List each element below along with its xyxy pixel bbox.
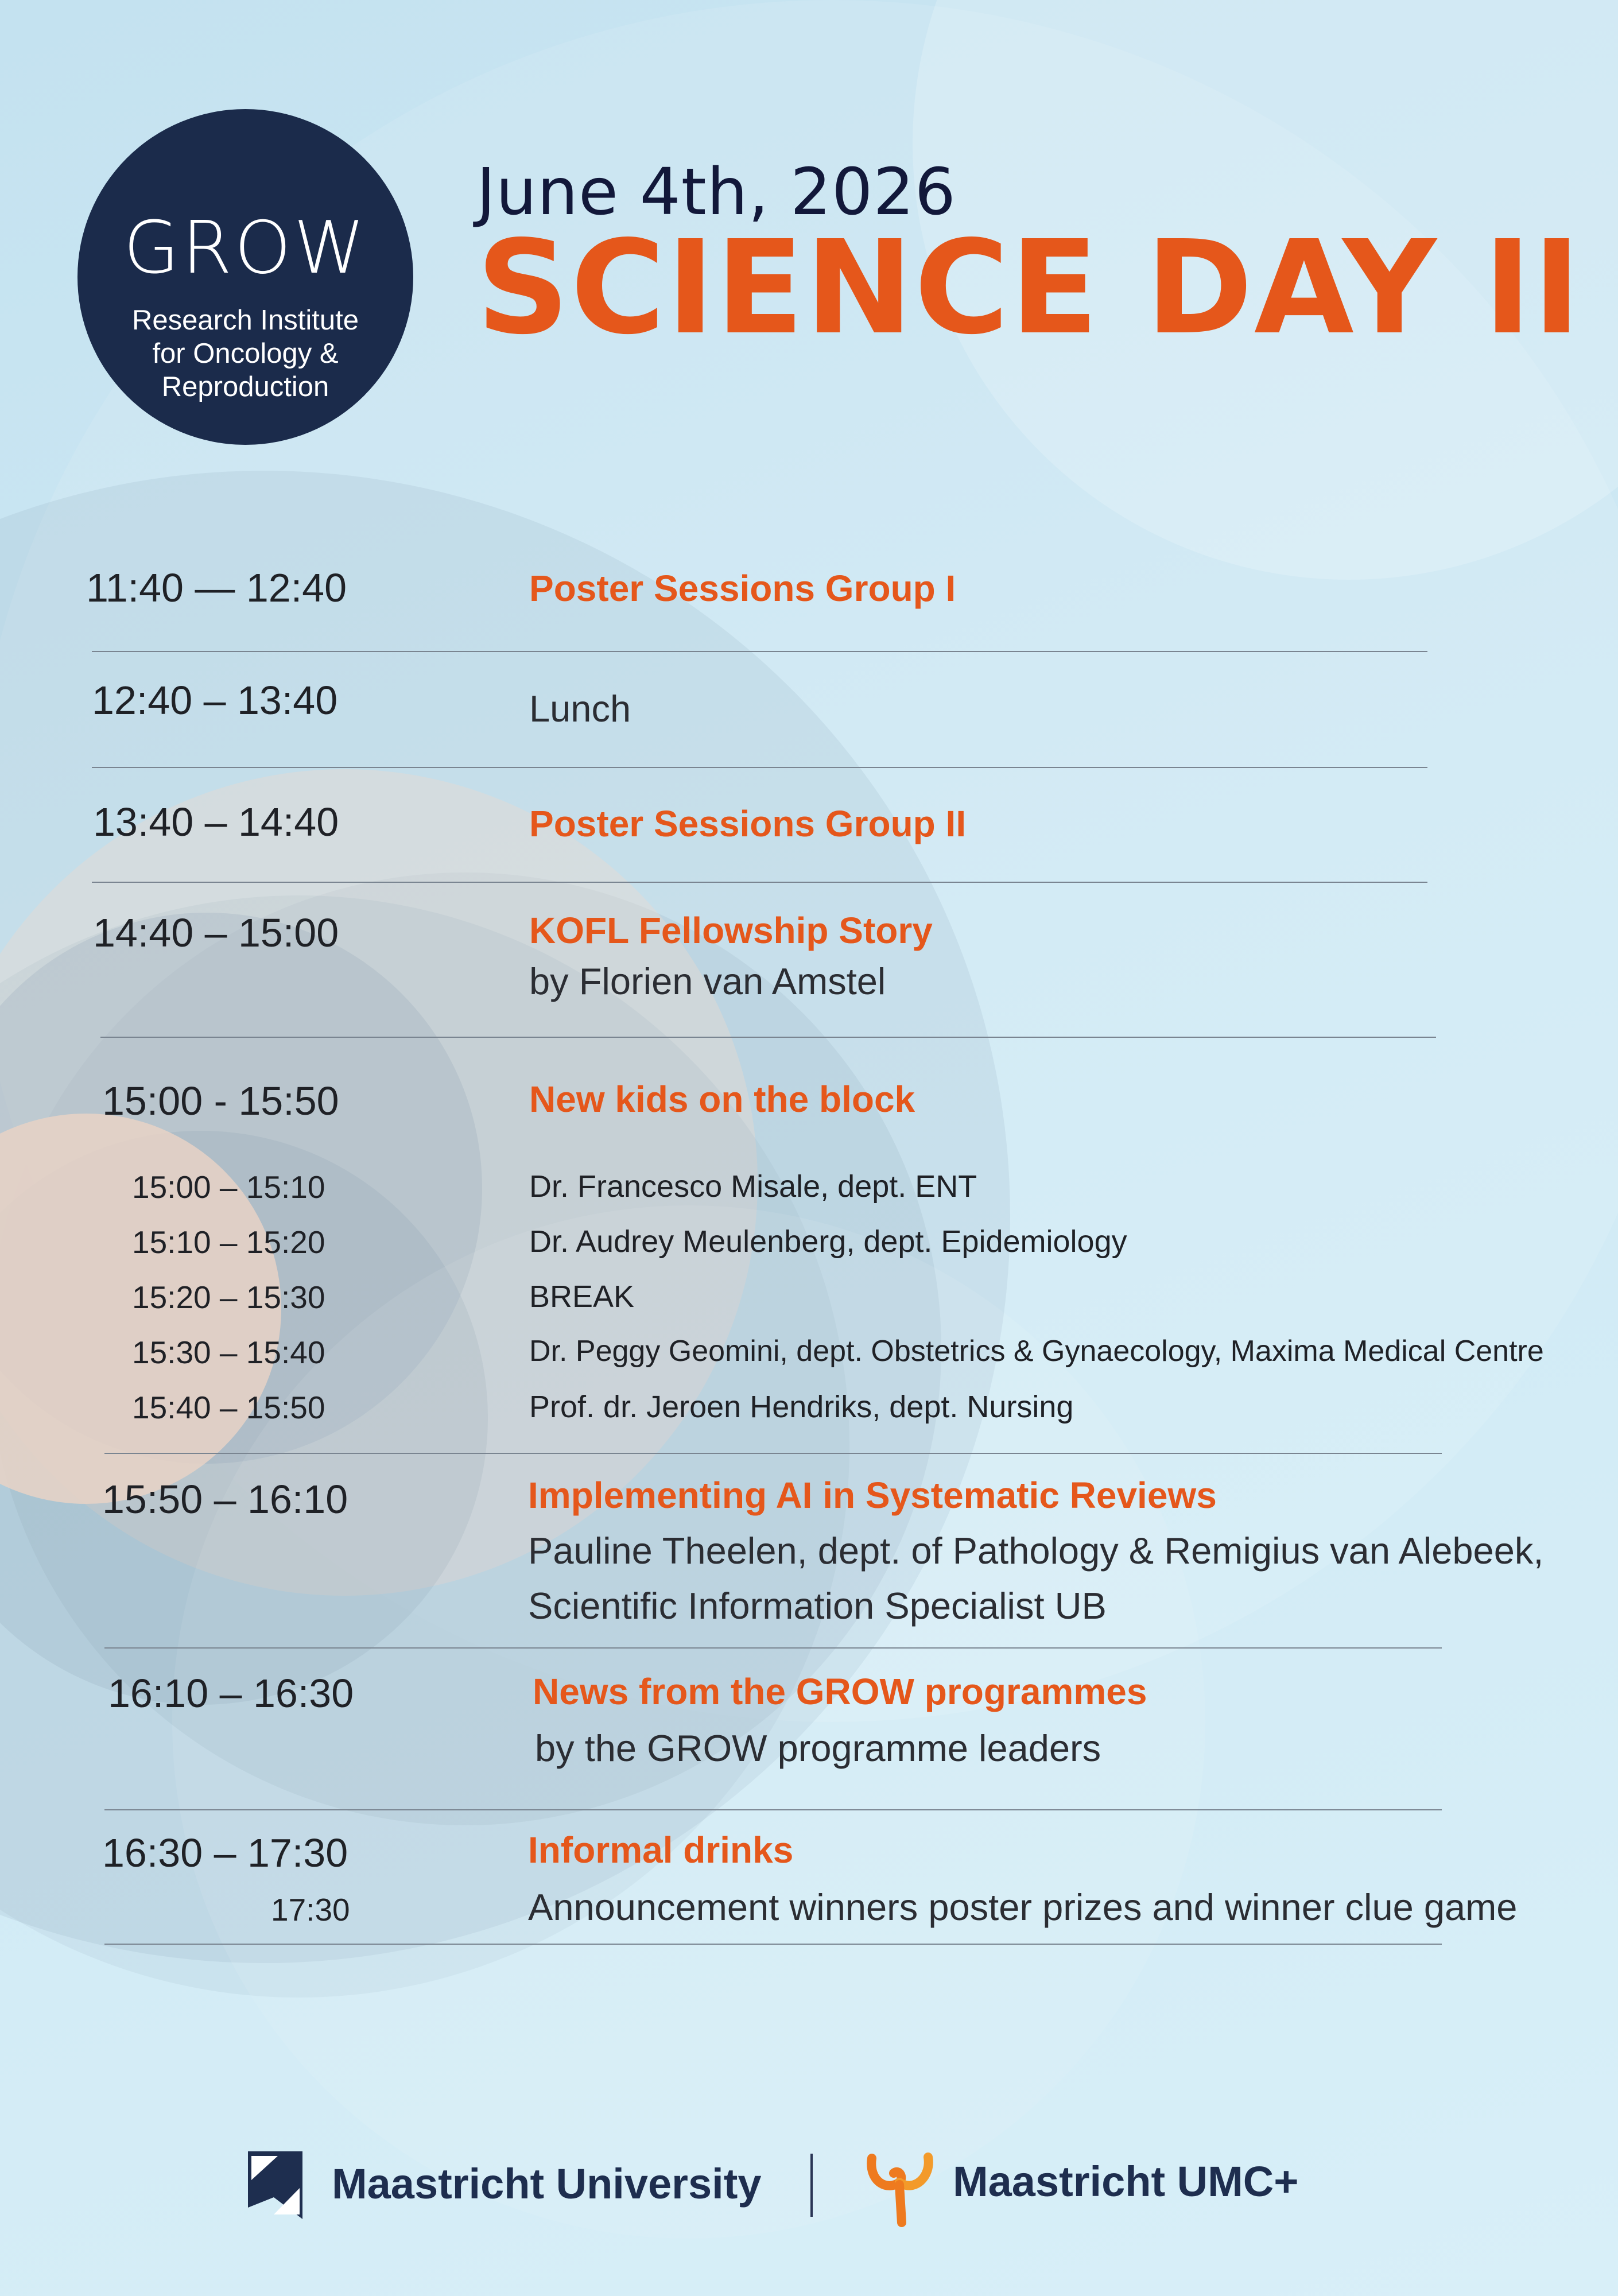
session-6-desc-line-1: Pauline Theelen, dept. of Pathology & Remigius van Alebeek,: [528, 1530, 1544, 1572]
session-8-subtime: 17:30: [271, 1892, 350, 1927]
maastricht-university-logo: [248, 2151, 305, 2219]
session-8-time: 16:30 – 17:30: [102, 1830, 348, 1875]
session-1-title: Poster Sessions Group I: [529, 568, 956, 609]
divider: [100, 1037, 1436, 1038]
session-2-time: 12:40 – 13:40: [92, 678, 338, 723]
event-date: June 4th, 2026: [476, 155, 956, 230]
session-3-title: Poster Sessions Group II: [529, 803, 967, 844]
talk-1-desc: Dr. Francesco Misale, dept. ENT: [529, 1169, 977, 1204]
talk-4-time: 15:30 – 15:40: [132, 1335, 325, 1370]
footer-divider: [810, 2154, 813, 2217]
talk-3-time: 15:20 – 15:30: [132, 1279, 325, 1315]
talk-2-time: 15:10 – 15:20: [132, 1224, 325, 1260]
logo-line-2: for Oncology &: [152, 338, 339, 369]
talk-4-desc: Dr. Peggy Geomini, dept. Obstetrics & Gynaecology, Maxima Medical Centre: [529, 1335, 1544, 1368]
session-1-time: 11:40 — 12:40: [86, 565, 347, 610]
session-6-desc-line-2: Scientific Information Specialist UB: [528, 1585, 1107, 1627]
session-8-title: Informal drinks: [528, 1829, 794, 1871]
session-8-desc: Announcement winners poster prizes and winner clue game: [528, 1886, 1518, 1928]
talk-3-desc: BREAK: [529, 1279, 635, 1314]
divider: [104, 1809, 1442, 1810]
session-5-time: 15:00 - 15:50: [102, 1079, 339, 1123]
session-4-desc: by Florien van Amstel: [529, 960, 886, 1002]
divider: [104, 1647, 1442, 1649]
session-7-desc: by the GROW programme leaders: [535, 1727, 1101, 1769]
divider: [92, 882, 1427, 883]
logo-line-1: Research Institute: [132, 305, 359, 336]
divider: [92, 651, 1427, 652]
session-4-title: KOFL Fellowship Story: [529, 910, 933, 951]
divider: [104, 1453, 1442, 1454]
session-4-time: 14:40 – 15:00: [93, 910, 339, 955]
session-6-title: Implementing AI in Systematic Reviews: [528, 1475, 1217, 1516]
session-2-desc: Lunch: [529, 688, 631, 730]
maastricht-umc-name: Maastricht UMC+: [953, 2158, 1299, 2205]
session-3-time: 13:40 – 14:40: [93, 800, 339, 844]
divider: [92, 767, 1427, 768]
session-6-time: 15:50 – 16:10: [102, 1477, 348, 1522]
talk-2-desc: Dr. Audrey Meulenberg, dept. Epidemiology: [529, 1224, 1127, 1259]
event-title: SCIENCE DAY II: [476, 213, 1582, 363]
divider: [104, 1944, 1442, 1945]
talk-5-time: 15:40 – 15:50: [132, 1390, 325, 1425]
session-5-title: New kids on the block: [529, 1079, 915, 1120]
grow-logo: [77, 109, 413, 445]
maastricht-umc-logo: [864, 2147, 938, 2227]
maastricht-university-name: Maastricht University: [332, 2160, 762, 2208]
talk-5-desc: Prof. dr. Jeroen Hendriks, dept. Nursing: [529, 1390, 1074, 1424]
session-7-time: 16:10 – 16:30: [108, 1671, 354, 1716]
logo-line-3: Reproduction: [161, 371, 329, 402]
logo-wordmark: GROW: [123, 205, 367, 290]
talk-1-time: 15:00 – 15:10: [132, 1169, 325, 1205]
session-7-title: News from the GROW programmes: [533, 1671, 1147, 1712]
